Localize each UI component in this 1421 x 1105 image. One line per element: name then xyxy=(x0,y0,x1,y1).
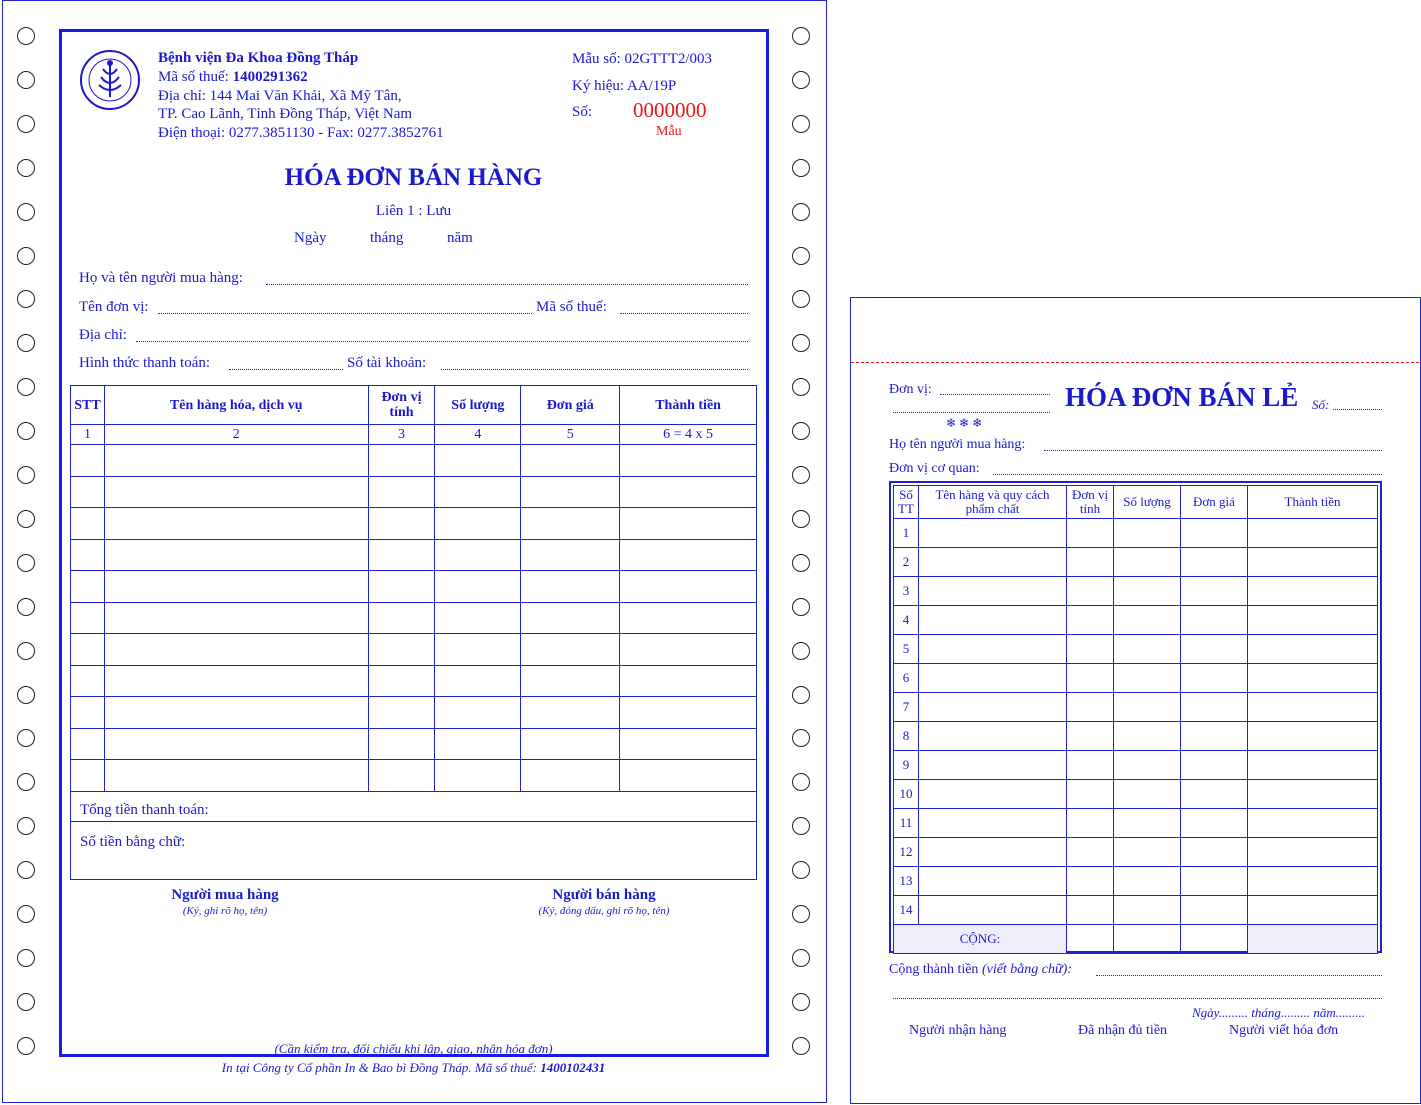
table-row xyxy=(894,838,1378,867)
invoice-number: 0000000 xyxy=(633,98,707,122)
table-cell[interactable] xyxy=(919,838,1067,867)
table-cell[interactable] xyxy=(368,697,435,729)
table-cell[interactable] xyxy=(435,602,521,634)
table-row xyxy=(894,722,1378,751)
r-sum-cell xyxy=(1067,925,1114,954)
row-number: 9 xyxy=(894,751,919,780)
table-cell[interactable] xyxy=(1114,896,1181,925)
r-unit-label: Đơn vị: xyxy=(889,382,932,397)
table-cell[interactable] xyxy=(919,693,1067,722)
col-price: Đơn giá xyxy=(521,386,620,425)
r-col-price: Đơn giá xyxy=(1181,486,1248,519)
r-col-goods: Tên hàng và quy cách phẩm chất xyxy=(919,486,1067,519)
r-words-label: Cộng thành tiền (viết bằng chữ): xyxy=(889,962,1072,977)
perforation-hole xyxy=(17,247,35,265)
table-cell[interactable] xyxy=(1248,896,1378,925)
table-cell[interactable] xyxy=(1067,664,1114,693)
table-row xyxy=(894,780,1378,809)
account-label: Số tài khoản: xyxy=(347,355,427,371)
table-cell[interactable] xyxy=(1181,896,1248,925)
table-cell[interactable] xyxy=(620,539,757,571)
table-cell[interactable] xyxy=(1067,780,1114,809)
r-buyer-label: Họ tên người mua hàng: xyxy=(889,437,1026,452)
r-number-label: Số: xyxy=(1312,397,1330,412)
table-cell[interactable] xyxy=(919,664,1067,693)
table-cell[interactable] xyxy=(1248,635,1378,664)
company-name: Bệnh viện Đa Khoa Đồng Tháp xyxy=(158,50,359,66)
row-number: 10 xyxy=(894,780,919,809)
table-cell[interactable] xyxy=(521,728,620,760)
perforation-hole xyxy=(792,949,810,967)
invoice-number-label: Số: xyxy=(572,104,593,120)
table-cell[interactable] xyxy=(1114,838,1181,867)
retail-table-frame xyxy=(889,481,1382,953)
table-row xyxy=(71,697,757,729)
table-cell[interactable] xyxy=(1181,635,1248,664)
table-cell[interactable] xyxy=(1067,606,1114,635)
r-sum-cell xyxy=(1114,925,1181,954)
table-row xyxy=(894,577,1378,606)
r-stars: ❄ ❄ ❄ xyxy=(946,416,983,430)
table-cell[interactable] xyxy=(1114,548,1181,577)
perforation-hole xyxy=(792,686,810,704)
table-cell[interactable] xyxy=(620,728,757,760)
table-cell[interactable] xyxy=(521,602,620,634)
table-cell[interactable] xyxy=(368,476,435,508)
table-row xyxy=(894,867,1378,896)
account-field[interactable] xyxy=(441,357,748,370)
r-agency-label: Đơn vị cơ quan: xyxy=(889,461,980,476)
table-cell[interactable] xyxy=(104,665,368,697)
col-qty: Số lượng xyxy=(435,386,521,425)
table-cell[interactable] xyxy=(521,634,620,666)
table-cell[interactable] xyxy=(435,508,521,540)
perforation-hole xyxy=(792,598,810,616)
table-cell[interactable] xyxy=(1114,635,1181,664)
perforation-hole xyxy=(792,159,810,177)
perforation-hole xyxy=(792,554,810,572)
address-field[interactable] xyxy=(136,329,748,342)
table-cell[interactable] xyxy=(104,760,368,792)
table-cell[interactable] xyxy=(71,728,105,760)
table-cell[interactable] xyxy=(919,751,1067,780)
table-cell[interactable] xyxy=(104,508,368,540)
hospital-logo xyxy=(79,49,141,111)
r-sign-paid: Đã nhận đủ tiền xyxy=(1078,1023,1168,1038)
table-cell[interactable] xyxy=(1067,635,1114,664)
table-row xyxy=(71,634,757,666)
r-unit-field-2[interactable] xyxy=(893,402,1050,413)
table-cell[interactable] xyxy=(71,476,105,508)
perforation-hole xyxy=(17,554,35,572)
col-stt: STT xyxy=(71,386,105,425)
table-cell[interactable] xyxy=(435,476,521,508)
perforation-hole xyxy=(17,159,35,177)
r-words-field-2[interactable] xyxy=(893,988,1382,999)
unit-tax-label: Mã số thuế: xyxy=(536,299,607,315)
perforation-hole xyxy=(792,27,810,45)
table-cell[interactable] xyxy=(435,760,521,792)
row-number: 3 xyxy=(894,577,919,606)
table-cell[interactable] xyxy=(521,508,620,540)
table-cell[interactable] xyxy=(1114,664,1181,693)
perforation-hole xyxy=(17,993,35,1011)
table-cell[interactable] xyxy=(368,602,435,634)
table-cell[interactable] xyxy=(71,539,105,571)
r-col-amount: Thành tiền xyxy=(1248,486,1378,519)
table-row xyxy=(894,548,1378,577)
table-cell[interactable] xyxy=(104,476,368,508)
table-cell[interactable] xyxy=(1067,519,1114,548)
date-month: tháng xyxy=(370,230,404,246)
col-number: 4 xyxy=(435,425,521,445)
perforation-hole xyxy=(792,510,810,528)
table-cell[interactable] xyxy=(919,635,1067,664)
table-cell[interactable] xyxy=(1114,693,1181,722)
table-cell[interactable] xyxy=(620,445,757,477)
unit-field[interactable] xyxy=(158,301,532,314)
row-number: 13 xyxy=(894,867,919,896)
payment-field[interactable] xyxy=(229,357,343,370)
table-cell[interactable] xyxy=(104,602,368,634)
perforation-hole xyxy=(17,1037,35,1055)
table-row xyxy=(71,508,757,540)
table-cell[interactable] xyxy=(620,760,757,792)
row-number: 11 xyxy=(894,809,919,838)
r-date-line: Ngày......... tháng......... năm......... xyxy=(1192,1005,1365,1020)
perforation-hole xyxy=(792,466,810,484)
col-number: 5 xyxy=(521,425,620,445)
table-cell[interactable] xyxy=(1181,722,1248,751)
seller-sign-note: (Ký, đóng dấu, ghi rõ họ, tên) xyxy=(538,905,670,917)
table-cell[interactable] xyxy=(71,760,105,792)
payment-label: Hình thức thanh toán: xyxy=(79,355,211,371)
table-row xyxy=(71,602,757,634)
table-cell[interactable] xyxy=(1067,896,1114,925)
perforation-hole xyxy=(792,71,810,89)
table-cell[interactable] xyxy=(1181,577,1248,606)
table-cell[interactable] xyxy=(620,634,757,666)
perforation-hole xyxy=(17,642,35,660)
col-number: 1 xyxy=(71,425,105,445)
table-cell[interactable] xyxy=(71,697,105,729)
table-cell[interactable] xyxy=(1248,751,1378,780)
perforation-hole xyxy=(792,642,810,660)
perforation-hole xyxy=(792,861,810,879)
address-label: Địa chỉ: xyxy=(79,327,127,343)
table-cell[interactable] xyxy=(1067,809,1114,838)
table-cell[interactable] xyxy=(104,728,368,760)
perforation-hole xyxy=(792,247,810,265)
table-cell[interactable] xyxy=(435,571,521,603)
table-cell[interactable] xyxy=(1114,722,1181,751)
table-cell[interactable] xyxy=(521,697,620,729)
table-cell[interactable] xyxy=(1114,751,1181,780)
table-cell[interactable] xyxy=(620,697,757,729)
invoice-title: HÓA ĐƠN BÁN HÀNG xyxy=(284,164,543,191)
table-cell[interactable] xyxy=(71,508,105,540)
r-buyer-field[interactable] xyxy=(1044,440,1382,451)
table-cell[interactable] xyxy=(521,476,620,508)
table-cell[interactable] xyxy=(1181,809,1248,838)
table-cell[interactable] xyxy=(435,728,521,760)
col-number: 6 = 4 x 5 xyxy=(620,425,757,445)
table-cell[interactable] xyxy=(1067,548,1114,577)
table-row xyxy=(894,606,1378,635)
r-sum-label: CỘNG: xyxy=(894,925,1067,954)
table-row xyxy=(894,664,1378,693)
table-cell[interactable] xyxy=(368,760,435,792)
table-cell[interactable] xyxy=(1181,664,1248,693)
perforation-hole xyxy=(792,993,810,1011)
table-cell[interactable] xyxy=(1248,867,1378,896)
table-row xyxy=(894,693,1378,722)
row-number: 4 xyxy=(894,606,919,635)
table-cell[interactable] xyxy=(1067,722,1114,751)
table-cell[interactable] xyxy=(368,445,435,477)
row-number: 8 xyxy=(894,722,919,751)
table-cell[interactable] xyxy=(1248,693,1378,722)
company-tax: Mã số thuế: 1400291362 xyxy=(158,69,308,85)
perforation-hole xyxy=(792,115,810,133)
perforation-hole xyxy=(17,905,35,923)
table-cell[interactable] xyxy=(368,571,435,603)
row-number: 6 xyxy=(894,664,919,693)
r-sum-total[interactable] xyxy=(1248,925,1378,954)
table-cell[interactable] xyxy=(104,445,368,477)
r-number-field[interactable] xyxy=(1333,399,1382,410)
row-number: 14 xyxy=(894,896,919,925)
table-cell[interactable] xyxy=(71,602,105,634)
table-cell[interactable] xyxy=(368,539,435,571)
table-cell[interactable] xyxy=(1248,519,1378,548)
perforation-hole xyxy=(17,598,35,616)
table-cell[interactable] xyxy=(104,571,368,603)
table-cell[interactable] xyxy=(1181,780,1248,809)
tear-line xyxy=(851,362,1419,363)
table-cell[interactable] xyxy=(919,896,1067,925)
table-row xyxy=(71,728,757,760)
table-cell[interactable] xyxy=(1181,519,1248,548)
table-cell[interactable] xyxy=(104,634,368,666)
date-year: năm xyxy=(447,230,473,246)
table-row xyxy=(71,476,757,508)
company-address-1: Địa chỉ: 144 Mai Văn Khải, Xã Mỹ Tân, xyxy=(158,88,402,104)
table-cell[interactable] xyxy=(1248,722,1378,751)
r-sign-receiver: Người nhận hàng xyxy=(909,1023,1007,1038)
date-day: Ngày xyxy=(294,230,327,246)
unit-tax-field[interactable] xyxy=(620,301,748,314)
table-cell[interactable] xyxy=(1114,867,1181,896)
perforation-hole xyxy=(17,27,35,45)
table-cell[interactable] xyxy=(104,697,368,729)
r-sum-cell xyxy=(1181,925,1248,954)
table-row xyxy=(894,809,1378,838)
perforation-hole xyxy=(17,510,35,528)
table-cell[interactable] xyxy=(1114,519,1181,548)
table-cell[interactable] xyxy=(620,571,757,603)
table-cell[interactable] xyxy=(368,665,435,697)
table-cell[interactable] xyxy=(919,519,1067,548)
table-row xyxy=(71,445,757,477)
r-agency-field[interactable] xyxy=(993,464,1382,475)
row-number: 1 xyxy=(894,519,919,548)
table-cell[interactable] xyxy=(1114,809,1181,838)
form-number: Mẫu số: 02GTTT2/003 xyxy=(572,51,712,67)
table-cell[interactable] xyxy=(435,445,521,477)
table-cell[interactable] xyxy=(1248,664,1378,693)
table-cell[interactable] xyxy=(1181,693,1248,722)
perforation-hole xyxy=(17,71,35,89)
perforation-hole xyxy=(792,203,810,221)
perforation-hole xyxy=(17,949,35,967)
row-number: 12 xyxy=(894,838,919,867)
row-number: 2 xyxy=(894,548,919,577)
perforation-hole xyxy=(17,422,35,440)
r-col-qty: Số lượng xyxy=(1114,486,1181,519)
company-address-2: TP. Cao Lãnh, Tỉnh Đồng Tháp, Việt Nam xyxy=(158,106,413,122)
perforation-hole xyxy=(17,115,35,133)
table-cell[interactable] xyxy=(435,697,521,729)
r-unit-field[interactable] xyxy=(940,384,1050,395)
buyer-label: Họ và tên người mua hàng: xyxy=(79,270,243,286)
table-cell[interactable] xyxy=(521,665,620,697)
col-number: 3 xyxy=(368,425,435,445)
table-cell[interactable] xyxy=(104,539,368,571)
r-words-field[interactable] xyxy=(1096,965,1382,976)
table-cell[interactable] xyxy=(71,571,105,603)
company-phone: Điện thoại: 0277.3851130 - Fax: 0277.3852761 xyxy=(158,125,444,141)
col-goods: Tên hàng hóa, dịch vụ xyxy=(104,386,368,425)
perforation-hole xyxy=(17,203,35,221)
buyer-field[interactable] xyxy=(266,272,748,285)
table-cell[interactable] xyxy=(368,728,435,760)
table-cell[interactable] xyxy=(521,445,620,477)
table-row xyxy=(894,896,1378,925)
table-cell[interactable] xyxy=(71,634,105,666)
table-cell[interactable] xyxy=(1181,751,1248,780)
table-row xyxy=(71,539,757,571)
table-cell[interactable] xyxy=(435,539,521,571)
table-cell[interactable] xyxy=(1067,693,1114,722)
table-cell[interactable] xyxy=(1181,838,1248,867)
table-cell[interactable] xyxy=(368,634,435,666)
table-cell[interactable] xyxy=(521,539,620,571)
row-number: 7 xyxy=(894,693,919,722)
table-cell[interactable] xyxy=(1067,867,1114,896)
table-cell[interactable] xyxy=(1248,577,1378,606)
table-row xyxy=(71,571,757,603)
perforation-hole xyxy=(792,422,810,440)
check-note: (Cần kiểm tra, đối chiếu khi lập, giao, nhận hóa đơn) xyxy=(274,1041,553,1056)
table-cell[interactable] xyxy=(1114,780,1181,809)
table-cell[interactable] xyxy=(1181,867,1248,896)
copy-label: Liên 1 : Lưu xyxy=(375,203,452,219)
r-title: HÓA ĐƠN BÁN LẺ xyxy=(1065,382,1299,412)
table-cell[interactable] xyxy=(1181,606,1248,635)
table-cell[interactable] xyxy=(71,445,105,477)
table-row xyxy=(894,751,1378,780)
buyer-sign: Người mua hàng xyxy=(171,887,279,903)
table-cell[interactable] xyxy=(1067,751,1114,780)
table-cell[interactable] xyxy=(1248,548,1378,577)
table-cell[interactable] xyxy=(919,577,1067,606)
table-cell[interactable] xyxy=(1181,548,1248,577)
perforation-hole xyxy=(17,861,35,879)
row-number: 5 xyxy=(894,635,919,664)
table-cell[interactable] xyxy=(1248,838,1378,867)
perforation-hole xyxy=(17,466,35,484)
table-cell[interactable] xyxy=(919,867,1067,896)
total-label: Tổng tiền thanh toán: xyxy=(80,802,209,818)
table-row xyxy=(894,519,1378,548)
table-cell[interactable] xyxy=(919,606,1067,635)
r-col-unit: Đơn vị tính xyxy=(1067,486,1114,519)
col-amount: Thành tiền xyxy=(620,386,757,425)
table-cell[interactable] xyxy=(1248,809,1378,838)
table-row xyxy=(894,635,1378,664)
table-cell[interactable] xyxy=(368,508,435,540)
buyer-sign-note: (Ký, ghi rõ họ, tên) xyxy=(182,905,268,917)
table-row xyxy=(71,665,757,697)
r-sign-writer: Người viết hóa đơn xyxy=(1229,1023,1339,1038)
col-unit: Đơn vị tính xyxy=(368,386,435,425)
table-cell[interactable] xyxy=(1114,606,1181,635)
table-cell[interactable] xyxy=(919,780,1067,809)
table-cell[interactable] xyxy=(435,634,521,666)
table-cell[interactable] xyxy=(521,760,620,792)
r-col-stt: Số TT xyxy=(894,486,919,519)
table-cell[interactable] xyxy=(435,665,521,697)
goods-table xyxy=(70,385,757,792)
table-cell[interactable] xyxy=(71,665,105,697)
perforation-hole xyxy=(17,686,35,704)
printer-note: In tại Công ty Cổ phần In & Bao bì Đồng Tháp. Mã số thuế: 1400102431 xyxy=(221,1060,606,1075)
table-cell[interactable] xyxy=(620,602,757,634)
table-cell[interactable] xyxy=(919,722,1067,751)
table-cell[interactable] xyxy=(1114,577,1181,606)
sample-label: Mẫu xyxy=(656,124,682,139)
perforation-hole xyxy=(792,905,810,923)
table-cell[interactable] xyxy=(1248,606,1378,635)
table-cell[interactable] xyxy=(1067,577,1114,606)
invoice-symbol: Ký hiệu: AA/19P xyxy=(572,78,677,94)
table-cell[interactable] xyxy=(620,476,757,508)
col-number: 2 xyxy=(104,425,368,445)
retail-table xyxy=(893,485,1378,954)
table-cell[interactable] xyxy=(919,548,1067,577)
table-row xyxy=(71,760,757,792)
table-cell[interactable] xyxy=(919,809,1067,838)
seller-sign: Người bán hàng xyxy=(552,887,656,903)
perforation-hole xyxy=(792,1037,810,1055)
table-cell[interactable] xyxy=(1248,780,1378,809)
table-cell[interactable] xyxy=(620,665,757,697)
table-cell[interactable] xyxy=(1067,838,1114,867)
table-cell[interactable] xyxy=(620,508,757,540)
table-cell[interactable] xyxy=(521,571,620,603)
unit-label: Tên đơn vị: xyxy=(79,299,149,315)
amount-words-label: Số tiền bằng chữ: xyxy=(80,834,186,850)
